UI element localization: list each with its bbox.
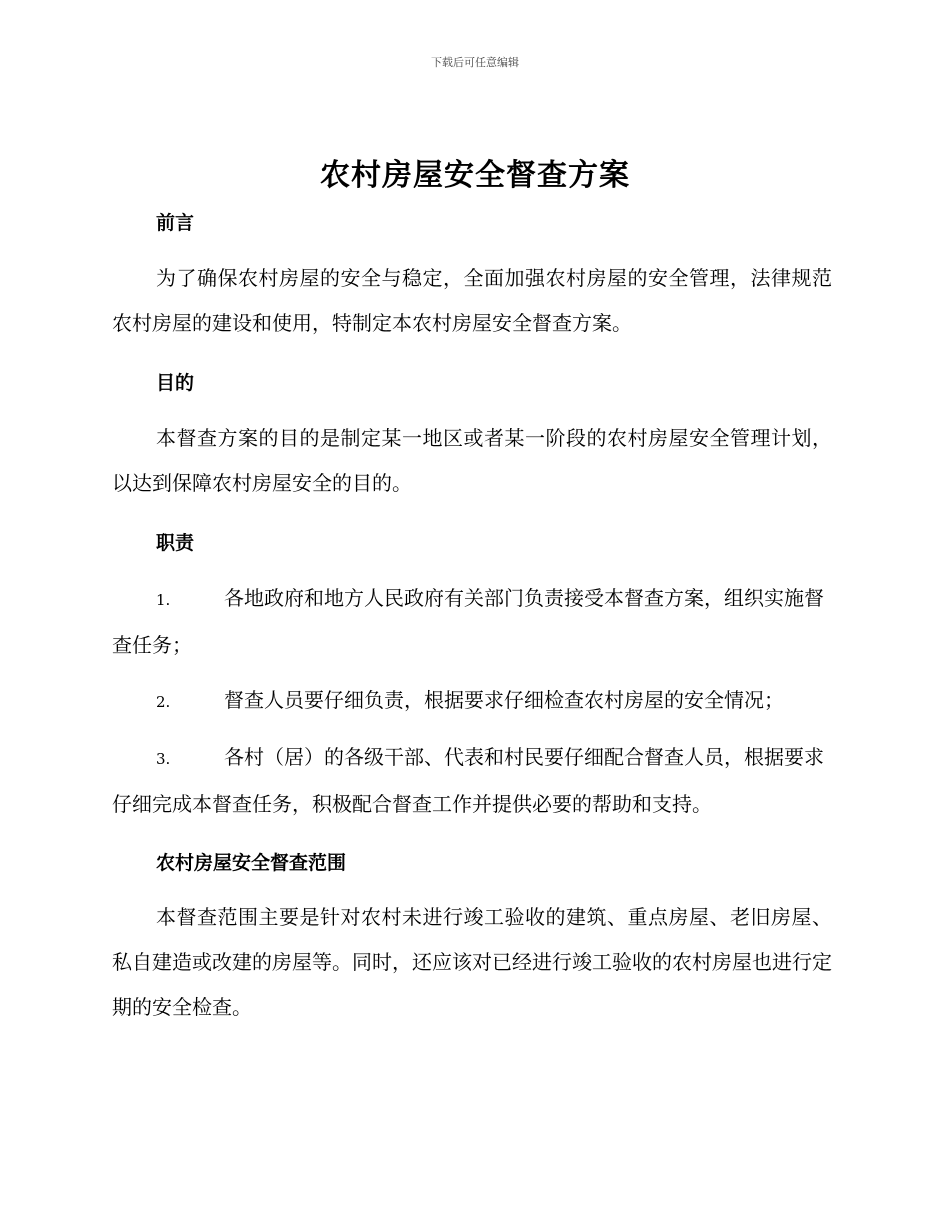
section-heading-purpose: 目的 xyxy=(156,372,195,394)
list-item xyxy=(112,678,832,725)
list-item-text: 督查人员要仔细负责，根据要求仔细检查农村房屋的安全情况； xyxy=(224,688,784,712)
section-heading-preface: 前言 xyxy=(156,212,195,234)
section-heading-scope: 农村房屋安全督查范围 xyxy=(156,852,347,874)
paragraph-purpose: 本督查方案的目的是制定某一地区或者某一阶段的农村房屋安全管理计划，以达到保障农村房屋安全的目的。 xyxy=(112,426,832,495)
document-title: 农村房屋安全督查方案 xyxy=(320,158,630,193)
list-item-number: 2. xyxy=(156,693,171,711)
paragraph-preface: 为了确保农村房屋的安全与稳定，全面加强农村房屋的安全管理，法律规范农村房屋的建设和使用，特制定本农村房屋安全督查方案。 xyxy=(112,266,832,335)
list-item-number: 3. xyxy=(156,750,171,768)
list-item xyxy=(112,735,832,827)
paragraph-scope: 本督查范围主要是针对农村未进行竣工验收的建筑、重点房屋、老旧房屋、私自建造或改建的房屋等。同时，还应该对已经进行竣工验收的农村房屋也进行定期的安全检查。 xyxy=(112,905,832,1019)
list-item-text: 各村（居）的各级干部、代表和村民要仔细配合督查人员，根据要求仔细完成本督查任务，积极配合督查工作并提供必要的帮助和支持。 xyxy=(112,745,824,816)
list-item xyxy=(112,576,832,668)
list-item-text: 各地政府和地方人民政府有关部门负责接受本督查方案，组织实施督查任务； xyxy=(112,586,824,657)
section-heading-duties: 职责 xyxy=(156,532,195,554)
header-note: 下载后可任意编辑 xyxy=(431,56,519,69)
list-item-number: 1. xyxy=(156,591,171,609)
